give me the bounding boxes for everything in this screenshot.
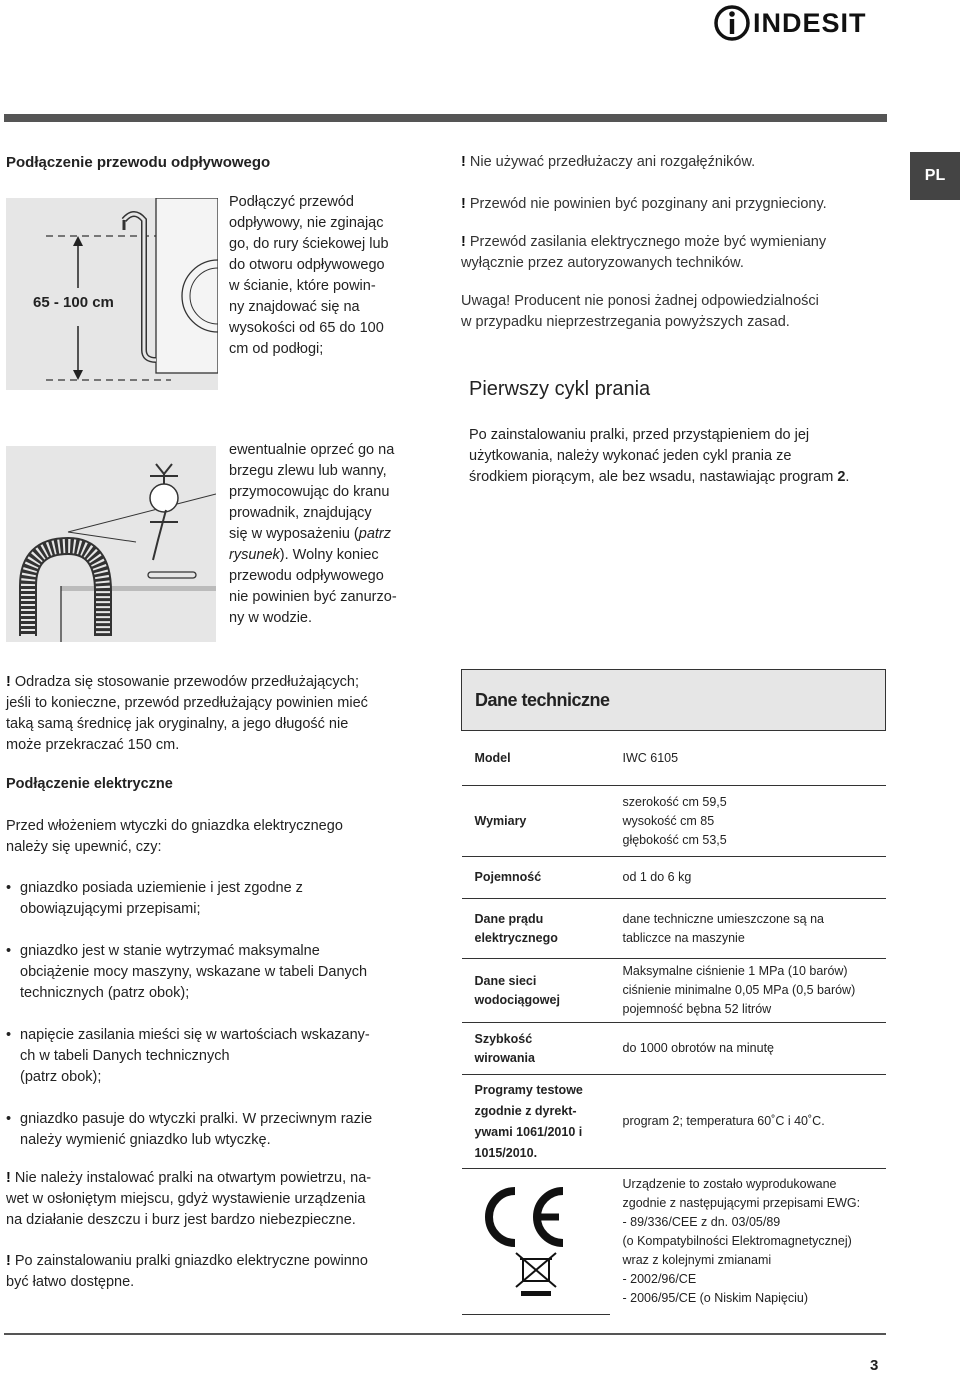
warning-item	[461, 232, 901, 253]
value-line: tabliczce na maszynie	[622, 930, 745, 945]
ce-line: - 89/336/CEE z dn. 03/05/89	[622, 1215, 781, 1230]
table-row	[462, 857, 886, 899]
row-value	[610, 1075, 886, 1169]
ce-line: - 2002/96/CE	[622, 1272, 697, 1287]
sink-line: przymocowując do kranu	[229, 484, 390, 500]
ce-mark-cell	[462, 1169, 610, 1315]
warning-line: być łatwo dostępne.	[6, 1274, 135, 1290]
drain-line: odpływowy, nie zginając	[229, 215, 384, 231]
row-value	[610, 731, 886, 786]
sink-line: nie powinien być zanurzo-	[229, 589, 397, 605]
indesit-logo	[713, 2, 888, 44]
bullet-line: gniazdko jest w stanie wytrzymać maksymalne	[20, 943, 320, 959]
footer-rule	[4, 1333, 886, 1335]
brand-name: INDESIT	[753, 8, 867, 38]
table-row	[462, 1023, 886, 1075]
warning-item	[461, 152, 901, 173]
bullet-icon: •	[6, 1111, 12, 1127]
value-line: program 2; temperatura 60˚C i 40˚C.	[622, 1114, 825, 1128]
label-line: Programy testowe	[474, 1082, 583, 1097]
value-line: dane techniczne umieszczone są na	[622, 911, 825, 926]
height-range-label: 65 - 100 cm	[30, 294, 117, 311]
sink-hose-illustration	[6, 446, 216, 642]
bullet-line: napięcie zasilania mieści się w wartościach wskazany-	[20, 1027, 370, 1043]
sink-instructions	[229, 440, 444, 629]
warning-mark: !	[6, 1170, 11, 1186]
warning-text: Po zainstalowaniu pralki gniazdko elektryczne powinno	[14, 1253, 368, 1269]
bullet-line: (patrz obok);	[20, 1069, 102, 1085]
drain-line: Podłączyć przewód	[229, 194, 354, 210]
drain-line: do otworu odpływowego	[229, 257, 385, 273]
row-value	[610, 959, 886, 1023]
see-figure-note: patrz rysunek	[229, 526, 391, 563]
label-line: Szybkość	[474, 1031, 533, 1046]
tech-data-table	[461, 669, 886, 1315]
warning-item	[461, 194, 901, 215]
drain-line: w ścianie, które powin-	[229, 278, 376, 294]
ce-line: (o Kompatybilności Elektromagnetycznej)	[622, 1234, 852, 1249]
right-warnings	[461, 152, 901, 333]
sink-line: brzegu zlewu lub wanny,	[229, 463, 387, 479]
note-line: Uwaga! Producent nie ponosi żadnej odpowiedzialności	[461, 293, 819, 309]
page-number: 3	[870, 1357, 879, 1374]
row-label	[462, 857, 610, 899]
sink-text-part: się w wyposażeniu (	[229, 526, 359, 542]
bullet-icon: •	[6, 943, 12, 959]
ce-line: wraz z kolejnymi zmianami	[622, 1253, 772, 1268]
ce-line: Urządzenie to zostało wyprodukowane	[622, 1177, 837, 1192]
checklist-item	[6, 878, 446, 920]
warning-mark: !	[6, 1253, 11, 1269]
value-line: do 1000 obrotów na minutę	[622, 1041, 774, 1055]
electric-intro	[6, 816, 343, 858]
label-line: Dane sieci	[474, 973, 537, 988]
row-value	[610, 857, 886, 899]
drain-line: cm od podłogi;	[229, 341, 324, 357]
checklist-item	[6, 1025, 446, 1088]
sink-line: ewentualnie oprzeć go na	[229, 442, 395, 458]
checklist-item	[6, 1109, 446, 1151]
table-row	[462, 786, 886, 857]
sink-line: prowadnik, znajdujący	[229, 505, 372, 521]
value-line: głębokość cm 53,5	[622, 832, 727, 847]
sink-text-part: ). Wolny koniec	[279, 547, 379, 563]
warning-mark: !	[6, 674, 11, 690]
warning-mark: !	[461, 154, 466, 170]
bullet-line: technicznych (patrz obok);	[20, 985, 190, 1001]
sink-line: ny w wodzie.	[229, 610, 313, 626]
note-line: w przypadku nieprzestrzegania powyższych zasad.	[461, 314, 790, 330]
outdoor-warning	[6, 1168, 451, 1231]
table-row	[462, 1075, 886, 1169]
row-label	[462, 786, 610, 857]
row-value	[610, 1023, 886, 1075]
warning-line	[6, 672, 446, 693]
warning-text: Przewód nie powinien być pozginany ani przygnieciony.	[469, 196, 827, 212]
cycle-line: użytkowania, należy wykonać jeden cykl prania ze	[469, 448, 792, 464]
socket-access-warning	[6, 1251, 451, 1293]
electric-checklist	[6, 878, 446, 1151]
ce-line: zgodnie z następującymi przepisami EWG:	[622, 1196, 861, 1211]
value-line: ciśnienie minimalne 0,05 MPa (0,5 barów)	[622, 983, 856, 997]
bullet-line: należy wymienić gniazdko lub wtyczkę.	[20, 1132, 271, 1148]
header-rule	[4, 114, 887, 122]
value-line: wysokość cm 85	[622, 813, 715, 828]
bullet-line: obciążenie mocy maszyny, wskazane w tabeli Danych	[20, 964, 368, 980]
checklist-item	[6, 941, 446, 1004]
table-header	[462, 670, 886, 731]
table-row-ce	[462, 1169, 886, 1315]
intro-line: Przed włożeniem wtyczki do gniazdka elektrycznego	[6, 818, 343, 834]
drain-line: ny znajdować się na	[229, 299, 360, 315]
row-value	[610, 899, 886, 959]
value-line: Maksymalne ciśnienie 1 MPa (10 barów)	[622, 964, 848, 978]
row-value	[610, 786, 886, 857]
ce-weee-icon	[471, 1179, 601, 1299]
sink-line: przewodu odpływowego	[229, 568, 384, 584]
warning-mark: !	[461, 196, 466, 212]
table-title: Dane techniczne	[462, 670, 886, 731]
warning-line: może przekraczać 150 cm.	[6, 737, 180, 753]
warning-text: Nie używać przedłużaczy ani rozgałęźników.	[469, 154, 756, 170]
cycle-text: środkiem piorącym, ale bez wsadu, nastawiając program	[469, 469, 838, 485]
drain-line: wysokości od 65 do 100	[229, 320, 384, 336]
row-label	[462, 1023, 610, 1075]
first-cycle-title: Pierwszy cykl prania	[469, 378, 651, 400]
intro-line: należy się upewnić, czy:	[6, 839, 162, 855]
label-line: Dane prądu	[474, 911, 544, 926]
sink-hose-figure	[6, 446, 216, 642]
warning-text: Nie należy instalować pralki na otwartym powietrzu, na-	[14, 1170, 372, 1186]
table-row	[462, 731, 886, 786]
ce-line: - 2006/95/CE (o Niskim Napięciu)	[622, 1291, 808, 1306]
warning-text: Odradza się stosowanie przewodów przedłużających;	[14, 674, 360, 690]
program-number: 2	[837, 469, 846, 485]
value-line: pojemność bębna 52 litrów	[622, 1002, 772, 1016]
label-line: 1015/2010.	[474, 1145, 538, 1160]
warning-line: jeśli to konieczne, przewód przedłużający powinien mieć	[6, 695, 368, 711]
extension-warning	[6, 672, 446, 756]
warning-line: taką samą średnicę jak oryginalny, a jego długość nie	[6, 716, 349, 732]
electric-title: Podłączenie elektryczne	[6, 776, 173, 792]
value-line: IWC 6105	[622, 750, 679, 765]
bullet-line: gniazdko pasuje do wtyczki pralki. W przeciwnym razie	[20, 1111, 373, 1127]
sink-line	[229, 524, 444, 566]
bullet-line: gniazdko posiada uziemienie i jest zgodne z	[20, 880, 303, 896]
warning-line	[6, 1251, 451, 1272]
warning-mark: !	[461, 234, 466, 250]
drain-instructions	[229, 192, 439, 360]
warning-line: wyłącznie przez autoryzowanych techników.	[461, 255, 744, 271]
warning-line: wet w osłoniętym miejscu, gdyż wystawienie urządzenia	[6, 1191, 366, 1207]
drain-line: go, do rury ściekowej lub	[229, 236, 389, 252]
cycle-line: Po zainstalowaniu pralki, przed przystąpieniem do jej	[469, 427, 810, 443]
warning-line: na działanie deszczu i burz jest bardzo niebezpieczne.	[6, 1212, 356, 1228]
drain-height-figure	[6, 198, 218, 390]
label-line: zgodnie z dyrekt-	[474, 1103, 577, 1118]
cycle-line: środkiem piorącym, ale bez wsadu, nastawiając program 2.	[469, 469, 850, 485]
indesit-logo-icon	[713, 2, 751, 44]
first-cycle-text	[469, 425, 889, 488]
row-label	[462, 1075, 610, 1169]
drain-title: Podłączenie przewodu odpływowego	[6, 154, 271, 171]
table-row	[462, 959, 886, 1023]
value-line: szerokość cm 59,5	[622, 794, 727, 809]
table-row	[462, 899, 886, 959]
row-label	[462, 959, 610, 1023]
bullet-line: ch w tabeli Danych technicznych	[20, 1048, 230, 1064]
bullet-icon: •	[6, 1027, 12, 1043]
warning-text: Przewód zasilania elektrycznego może być wymieniany	[469, 234, 827, 250]
row-label	[462, 899, 610, 959]
label-line: ywami 1061/2010 i	[474, 1124, 583, 1139]
ce-compliance-text	[610, 1169, 886, 1315]
value-line: od 1 do 6 kg	[622, 870, 692, 884]
warning-line	[6, 1168, 451, 1189]
label-line: Model	[474, 750, 511, 765]
label-line: elektrycznego	[474, 930, 558, 945]
label-line: Pojemność	[474, 870, 542, 884]
label-line: Wymiary	[474, 813, 527, 828]
bullet-line: obowiązującymi przepisami;	[20, 901, 201, 917]
label-line: wirowania	[474, 1050, 535, 1065]
label-line: wodociągowej	[474, 992, 560, 1007]
bullet-icon: •	[6, 880, 12, 896]
language-tab: PL	[910, 152, 960, 200]
row-label	[462, 731, 610, 786]
